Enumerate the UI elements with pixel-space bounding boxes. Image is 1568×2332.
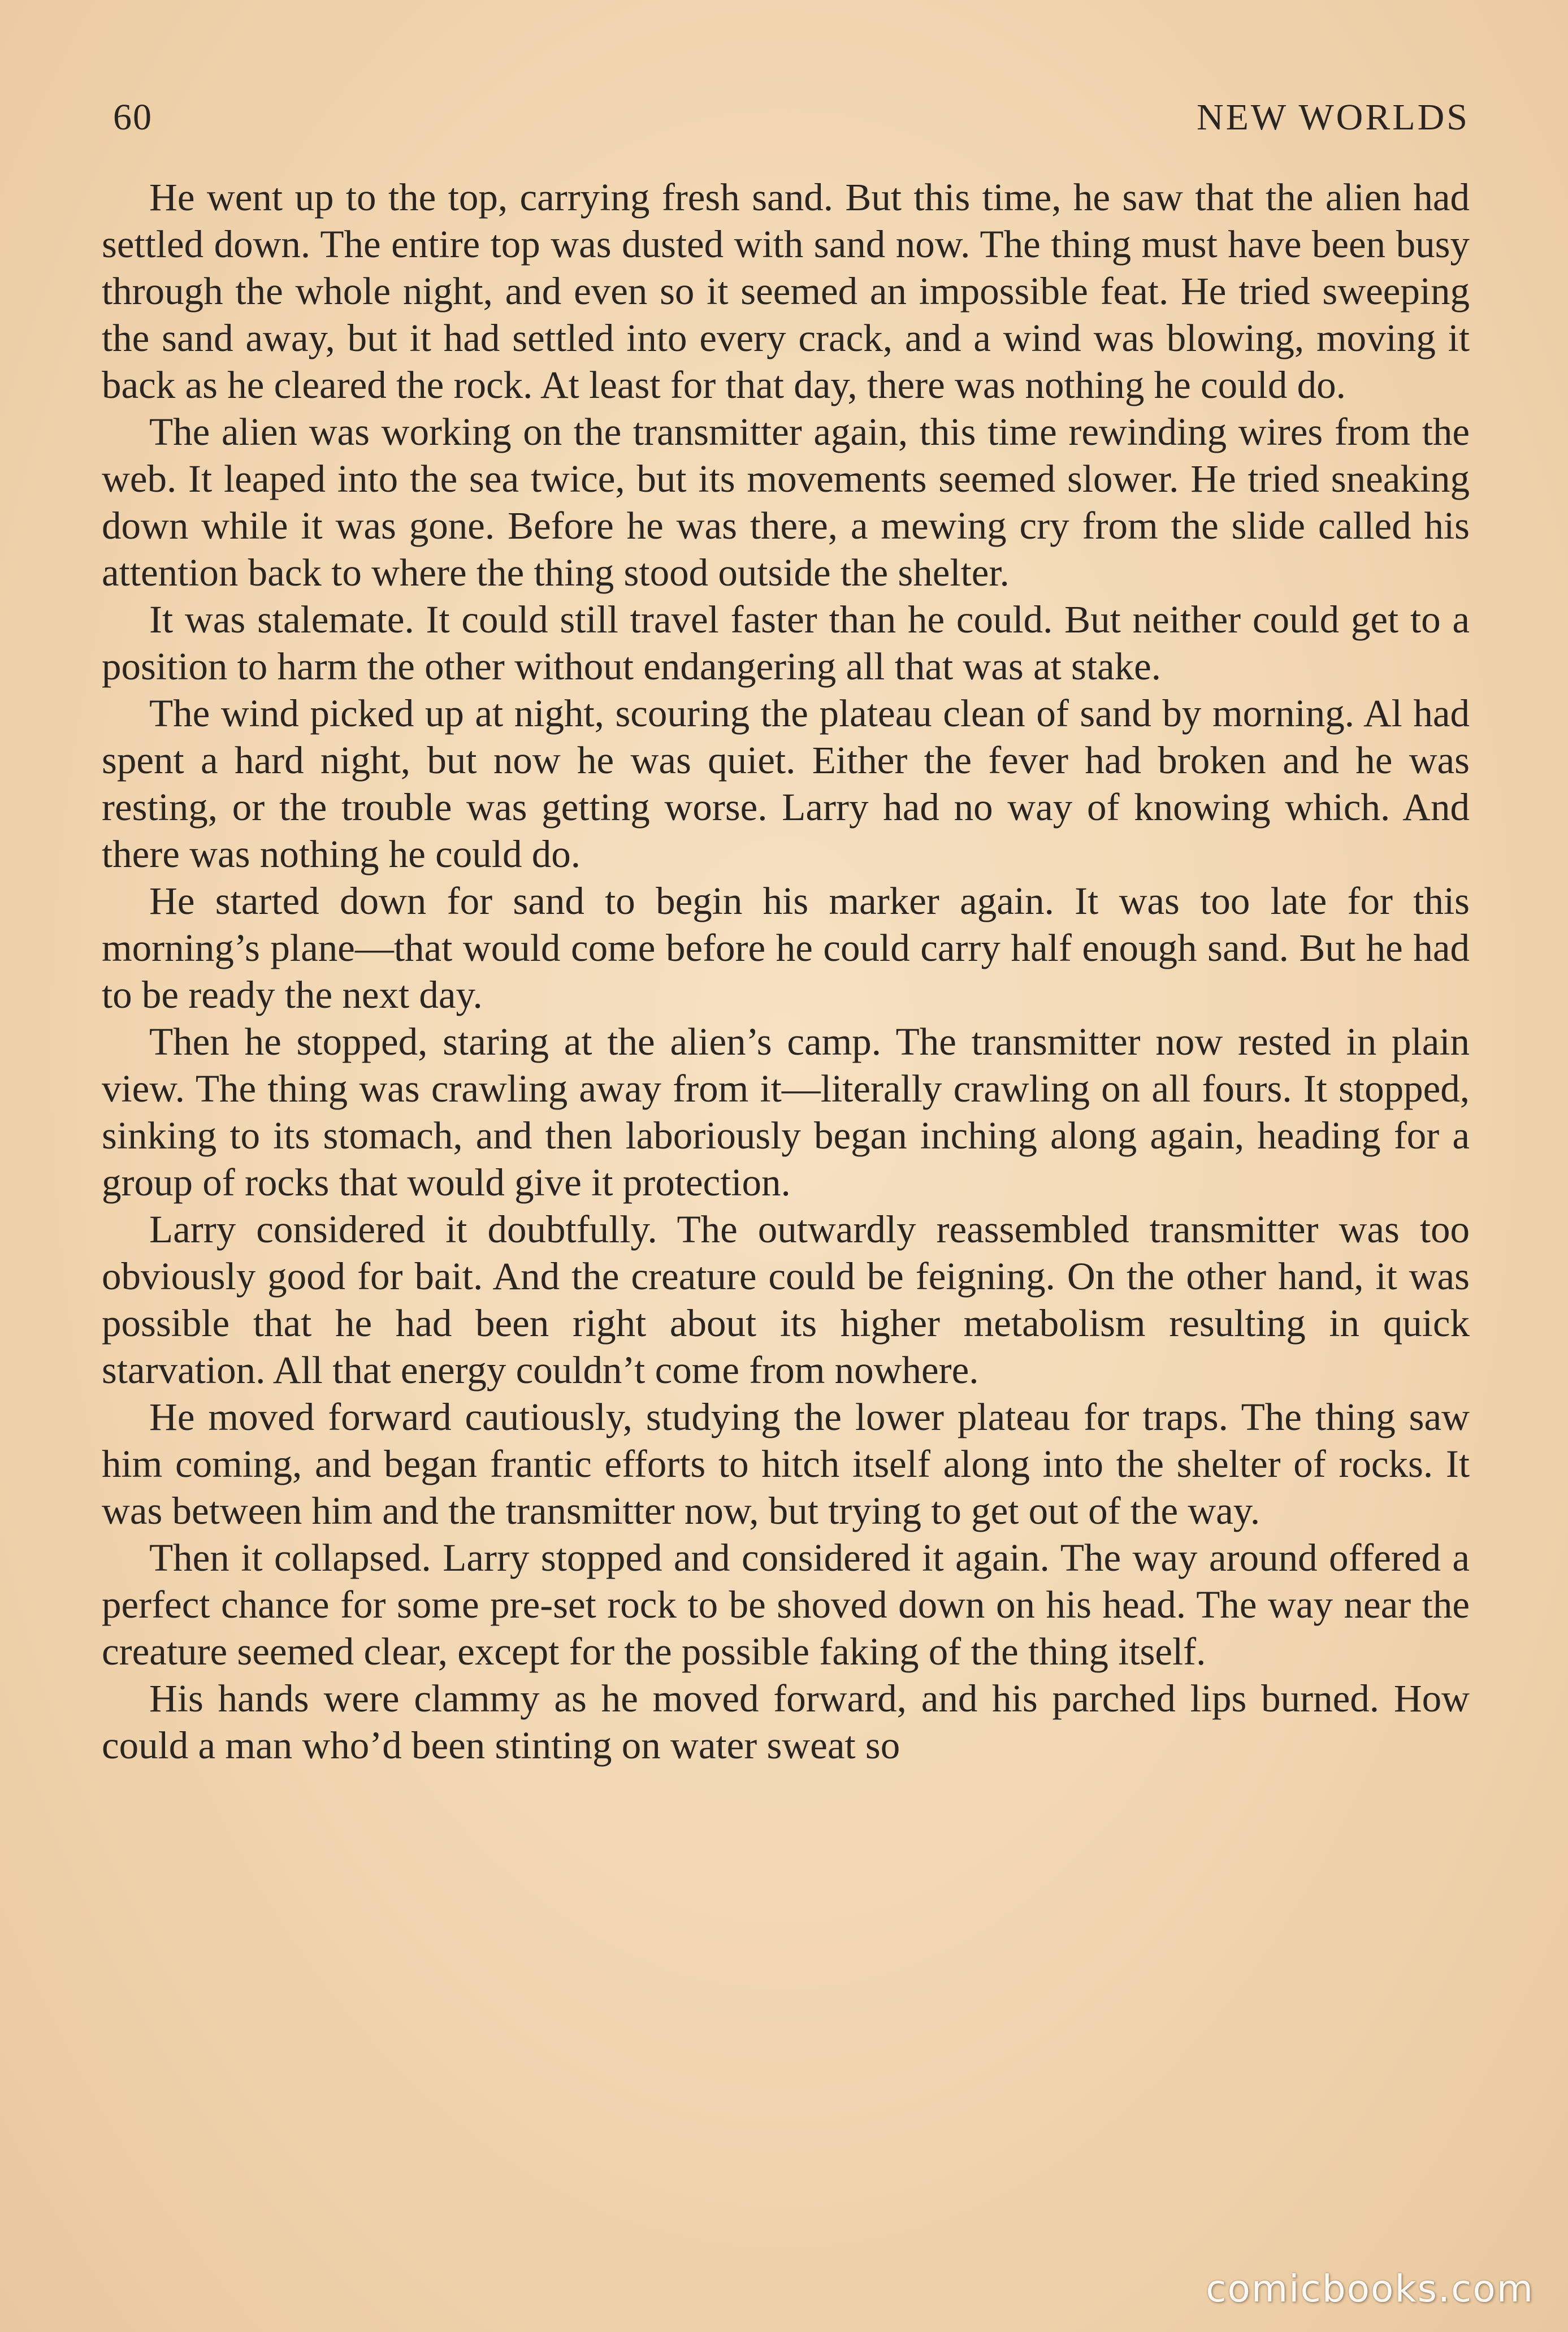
paragraph: He moved forward cautiously, studying the lower plateau for traps. The thing saw him coming, and began frantic efforts to hitch itself along into the shelter of rocks. It was between him and the transmitter now, but trying to get out of the way. [102, 1395, 1470, 1532]
paragraph: His hands were clammy as he moved forward, and his parched lips burned. How could a man who’d been stinting on water sweat so [102, 1677, 1470, 1767]
paragraph: Larry considered it doubtfully. The outwardly reassembled transmitter was too obviously good for bait. And the creature could be feigning. On the other hand, it was possible that he had been right about its higher metabolism resulting in quick starvation. All that energy couldn’t come from nowhere. [102, 1208, 1470, 1392]
watermark: comicbooks.com [1206, 2267, 1534, 2311]
paragraph: The wind picked up at night, scouring the plateau clean of sand by morning. Al had spent a hard night, but now he was quiet. Either the fever had broken and he was resting, or the trouble was getting worse. Larry had no way of knowing which. And there was nothing he could do. [102, 692, 1470, 875]
book-page [102, 96, 1470, 1769]
body-text [102, 174, 1470, 1769]
running-head [102, 96, 1470, 147]
paragraph: Then he stopped, staring at the alien’s camp. The transmitter now rested in plain view. The thing was crawling away from it—literally crawling on all fours. It stopped, sinking to its stomach, and then laboriously began inching along again, heading for a group of rocks that would give it protection. [102, 1020, 1470, 1204]
paragraph: Then it collapsed. Larry stopped and considered it again. The way around offered a perfect chance for some pre-set rock to be shoved down on his head. The way near the creature seemed clear, except for the possible faking of the thing itself. [102, 1536, 1470, 1673]
paragraph: He went up to the top, carrying fresh sand. But this time, he saw that the alien had settled down. The entire top was dusted with sand now. The thing must have been busy through the whole night, and even so it seemed an impossible feat. He tried sweeping the sand away, but it had settled into every crack, and a wind was blowing, moving it back as he cleared the rock. At least for that day, there was nothing he could do. [102, 176, 1470, 406]
paragraph: It was stalemate. It could still travel faster than he could. But neither could get to a position to harm the other without endangering all that was at stake. [102, 598, 1470, 688]
running-title: NEW WORLDS [1196, 97, 1470, 138]
paragraph: He started down for sand to begin his marker again. It was too late for this morning’s plane—that would come before he could carry half enough sand. But he had to be ready the next day. [102, 879, 1470, 1016]
page-number: 60 [113, 97, 153, 138]
paragraph: The alien was working on the transmitter again, this time rewinding wires from the web. It leaped into the sea twice, but its movements seemed slower. He tried sneaking down while it was gone. Before he was there, a mewing cry from the slide called his attention back to where the thing stood outside the shelter. [102, 410, 1470, 594]
